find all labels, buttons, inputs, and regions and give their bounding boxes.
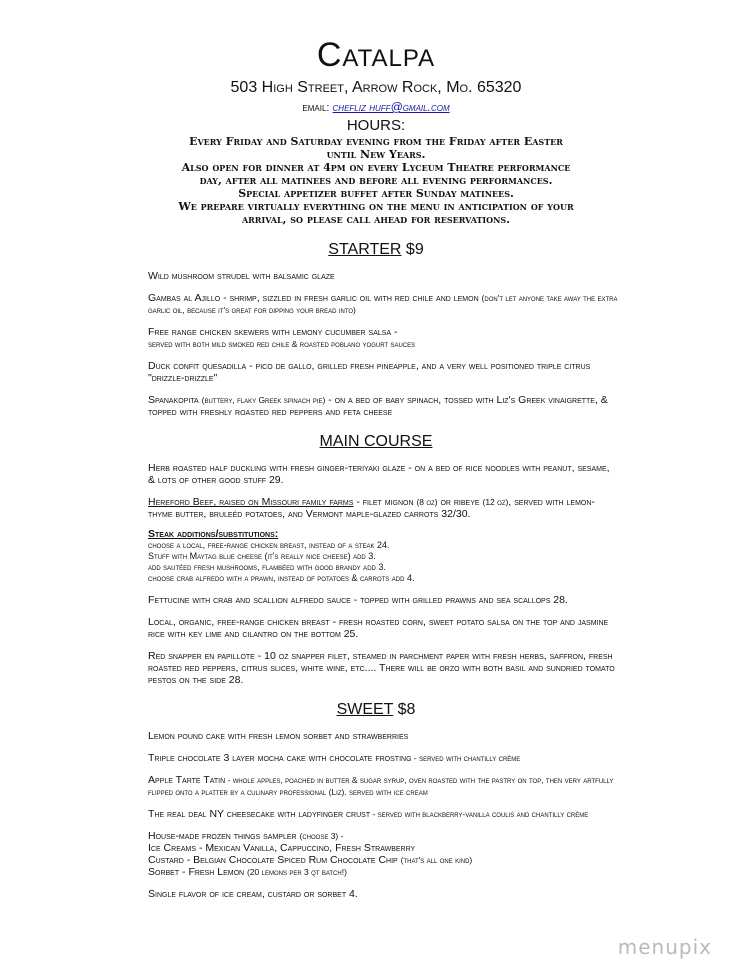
item-note: served with both mild smoked red chile & roasted poblano yogurt sauces	[148, 339, 416, 349]
sweet-title: SWEET	[336, 701, 394, 718]
menu-item	[148, 774, 618, 798]
email-label: email:	[302, 102, 330, 114]
hours-line: Special appetizer buffet after Sunday matinees.	[238, 187, 514, 200]
item-note: - served with chantilly crème	[411, 753, 521, 763]
email-line	[0, 100, 752, 115]
main-course-title: MAIN COURSE	[319, 433, 433, 450]
menu-item	[148, 752, 618, 764]
sampler-text: Sorbet - Fresh Lemon	[148, 866, 245, 878]
hours-line: We prepare virtually everything on the menu in anticipation of your	[178, 200, 574, 213]
menu-item: Local, organic, free-range chicken breast - fresh roasted corn, sweet potato salsa on the top and jasmine rice with key lime and cilantro on the bottom 25.	[148, 616, 609, 640]
item-text: Herb roasted half duckling with fresh ginger-teriyaki glaze - on a bed of rice noodles with peanut, sesame, & lots of other good stuff 29.	[148, 462, 610, 486]
main-course-items	[148, 462, 618, 686]
item-note: (buttery, flaky Greek spinach pie)	[201, 395, 326, 405]
starter-price: $9	[405, 241, 424, 258]
sampler-line	[148, 866, 618, 878]
item-text: Triple chocolate 3 layer mocha cake with chocolate frosting	[148, 752, 412, 764]
item-text: , served with lemon-thyme butter, bruleéd potatoes, and Vermont maple-glazed carrots 32/30.	[148, 496, 595, 520]
starter-title: STARTER	[328, 241, 402, 258]
sweet-items	[148, 730, 618, 900]
item-note: (don't let anyone take away the extra garlic oil, because it's great for dipping your bread into)	[148, 293, 618, 315]
item-note: (8 oz)	[416, 497, 438, 507]
restaurant-address: 503 High Street, Arrow Rock, Mo. 65320	[230, 79, 522, 96]
hours-heading: HOURS:	[346, 117, 406, 134]
item-text: Wild mushroom strudel with balsamic glaze	[148, 270, 335, 282]
main-course-heading	[0, 432, 752, 452]
sweet-price: $8	[397, 701, 416, 718]
additions-heading: Steak additions/substitutions:	[148, 528, 279, 540]
menu-item: Fettucine with crab and scallion alfredo sauce - topped with grilled prawns and sea scallops 28.	[148, 594, 568, 606]
sampler-heading: House-made frozen things sampler	[148, 830, 297, 842]
starter-items	[148, 270, 618, 418]
steak-additions	[148, 528, 618, 584]
item-text: Free range chicken skewers with lemony cucumber salsa -	[148, 326, 398, 338]
item-text: - on a bed of baby spinach, tossed with Liz's Greek vinaigrette, & topped with freshly roasted red peppers and feta cheese	[148, 394, 608, 418]
restaurant-name: Catalpa	[316, 36, 436, 74]
menu-item	[148, 496, 618, 520]
sampler-line	[148, 854, 618, 866]
menu-item: Single flavor of ice cream, custard or sorbet 4.	[148, 888, 358, 900]
addition-line: Stuff with Maytag blue cheese (it's really nice cheese) add 3.	[148, 551, 376, 561]
menu-item	[148, 270, 618, 282]
item-text: Apple Tarte Tatin	[148, 774, 226, 786]
hours-line: day, after all matinees and before all evening performances.	[199, 174, 553, 187]
addition-line: choose crab alfredo with a prawn, instead of potatoes & carrots add 4.	[148, 573, 415, 583]
menu-item	[148, 462, 618, 486]
item-text: Spanakopita	[148, 394, 199, 406]
watermark-logo: menupix	[617, 935, 712, 959]
addition-line: add sautéed fresh mushrooms, flambéed with good brandy add 3.	[148, 562, 386, 572]
hours-line: Every Friday and Saturday evening from the Friday after Easter	[189, 135, 563, 148]
item-note: (that's all one kind)	[400, 855, 473, 865]
menu-item: Red snapper en papillote - 10 oz snapper filet, steamed in parchment paper with fresh herbs, saffron, fresh roasted red peppers, citrus slices, white wine, etc.... There will be orzo with both basil and sundried tomato pestos on the side 28.	[148, 650, 615, 686]
item-note: (choose 3) -	[299, 831, 344, 841]
sweet-heading	[0, 700, 752, 720]
menu-header	[0, 36, 752, 226]
item-lead: Hereford Beef, raised on Missouri family farms	[148, 496, 354, 508]
hours-line: Also open for dinner at 4pm on every Lyceum Theatre performance	[181, 161, 571, 174]
item-text: Duck confit quesadilla - pico de gallo, grilled fresh pineapple, and a very well positioned triple citrus "drizzle-drizzle"	[148, 360, 591, 384]
item-note: (12 oz)	[482, 497, 509, 507]
menu-item	[148, 808, 618, 820]
menu-item	[148, 360, 618, 384]
sampler-item	[148, 830, 618, 878]
hours-text	[126, 135, 626, 226]
hours-line: until New Years.	[326, 148, 426, 161]
menu-item	[148, 394, 618, 418]
item-text: - filet mignon	[353, 496, 414, 508]
sampler-text: Custard - Belgian Chocolate Spiced Rum Chocolate Chip	[148, 854, 398, 866]
menu-item	[148, 326, 618, 350]
item-text: or ribeye	[437, 496, 480, 508]
starter-heading	[0, 240, 752, 260]
item-note: - whole apples, poached in butter & sugar syrup, oven roasted with the pastry on top, then very artfully flipped onto a platter by a culinary professional (Liz). served with ice cream	[148, 775, 614, 797]
menu-item	[148, 730, 618, 742]
item-text: Gambas al Ajillo - shrimp, sizzled in fresh garlic oil with red chile and lemon	[148, 292, 479, 304]
addition-line: choose a local, free-range chicken breast, instead of a steak 24.	[148, 540, 390, 550]
item-note: - served with blackberry-vanilla coulis and chantilly crème	[370, 809, 589, 819]
item-text: The real deal NY cheesecake with ladyfinger crust	[148, 808, 371, 820]
email-link[interactable]: chefliz huff@gmail.com	[332, 100, 450, 114]
item-note: (20 lemons per 3 qt batch!)	[247, 867, 347, 877]
hours-line: arrival, so please call ahead for reservations.	[241, 213, 511, 226]
item-text: Lemon pound cake with fresh lemon sorbet and strawberries	[148, 730, 409, 742]
menu-item	[148, 292, 618, 316]
sampler-line: Ice Creams - Mexican Vanilla, Cappuccino, Fresh Strawberry	[148, 842, 416, 854]
